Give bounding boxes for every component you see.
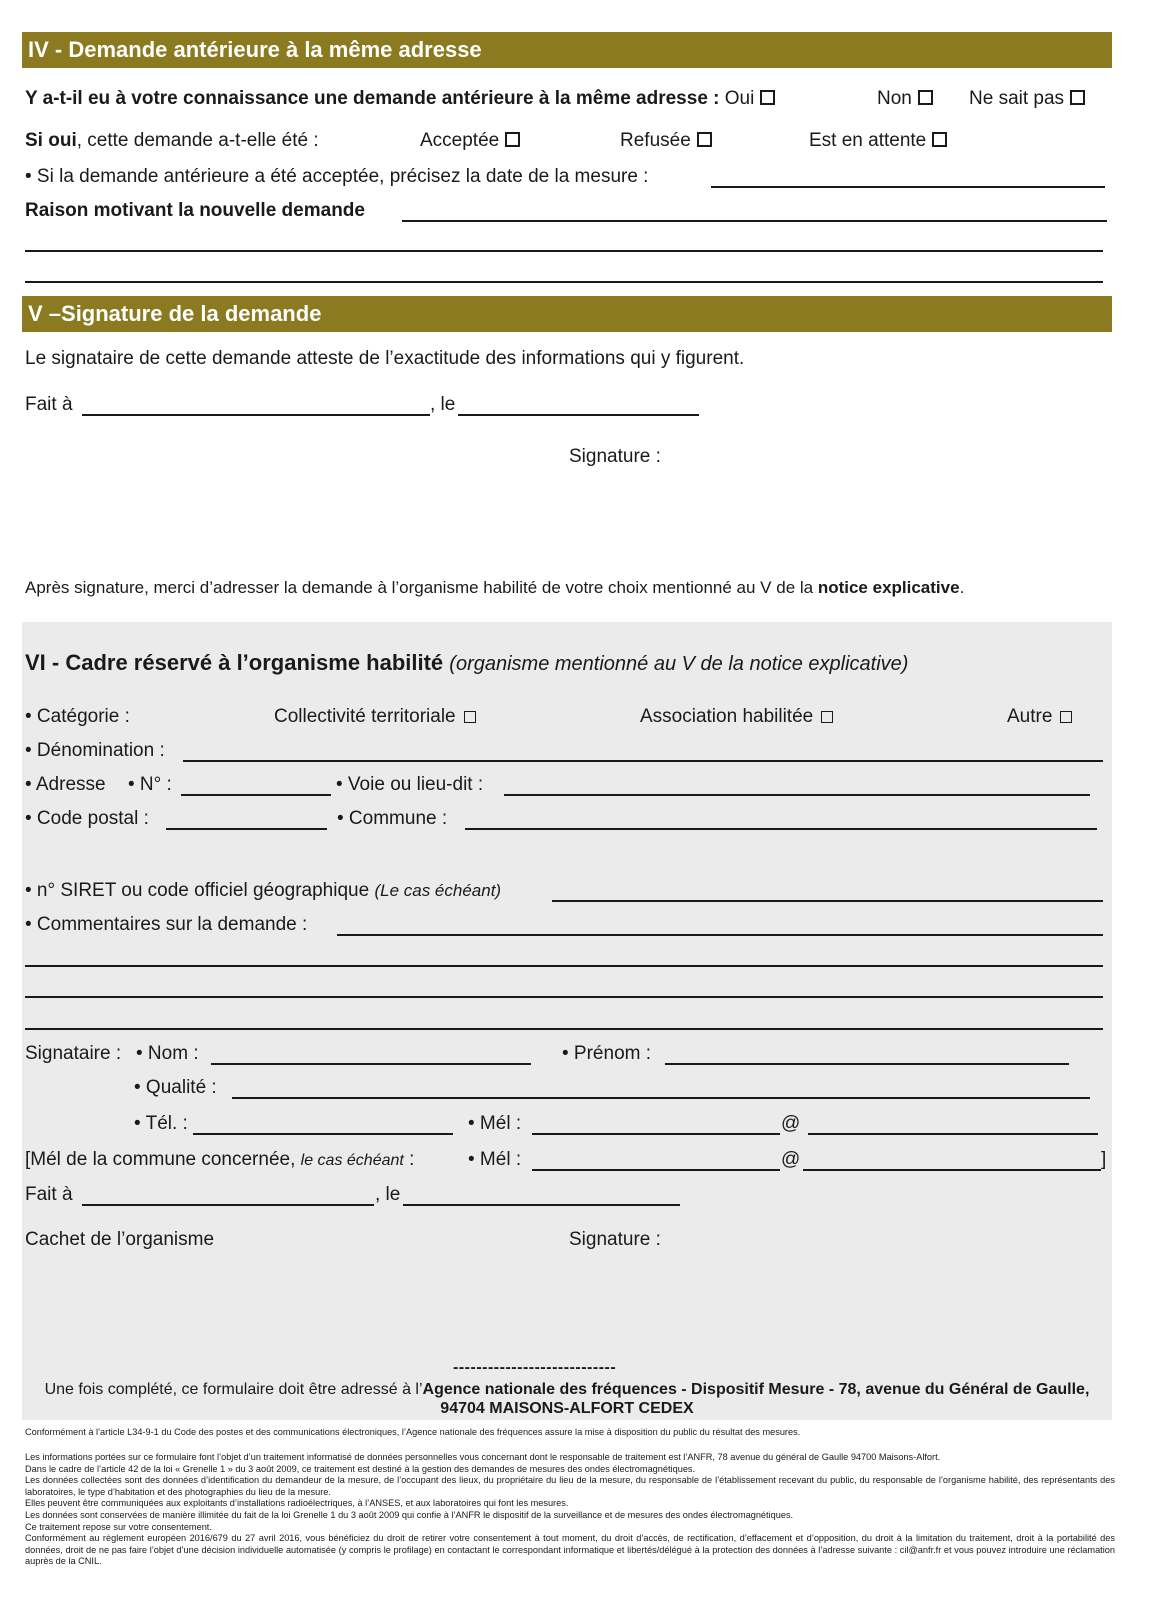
en-attente-label: Est en attente [809, 130, 927, 151]
mel-domain-field[interactable] [808, 1133, 1098, 1135]
numero-label: • N° : [128, 774, 172, 795]
date-question: • Si la demande antérieure a été acceptée, précisez la date de la mesure : [25, 166, 649, 187]
option-acceptee [420, 130, 520, 152]
cachet-label: Cachet de l’organisme [25, 1229, 215, 1250]
code-postal-label: • Code postal : [25, 808, 149, 829]
prior-request-question: Y a-t-il eu à votre connaissance une demande antérieure à la même adresse : [25, 88, 720, 109]
footer-start: Une fois complété, ce formulaire doit être adressé à l’ [44, 1381, 423, 1398]
apres-signature-start: Après signature, merci d’adresser la demande à l’organisme habilité de votre choix mentionné au V de la [25, 578, 818, 597]
mel-label: • Mél : [468, 1113, 522, 1134]
legal-p2: Les informations portées sur ce formulaire font l’objet d’un traitement informatisé de données personnelles vous concernant dont le responsable de traitement est l’ANFR, 78 avenue du général de Gaulle 94700 Maisons-Alfort. [25, 1452, 941, 1462]
legal-p6: Les données sont conservées de manière illimitée du fait de la loi Grenelle 1 du 3 août 2009 qui confie à l’ANFR le dispositif de la surveillance et de mesures des ondes électromagnétiques. [25, 1509, 794, 1520]
commentaires-field-line-1[interactable] [337, 934, 1103, 936]
code-postal-field[interactable] [166, 828, 327, 830]
footer-address-line-2: 94704 MAISONS-ALFORT CEDEX [440, 1400, 694, 1417]
en-attente-checkbox[interactable] [932, 132, 947, 147]
si-oui-rest: , cette demande a-t-elle été : [76, 130, 319, 151]
section-4-header: IV - Demande antérieure à la même adresse [22, 32, 1112, 68]
mel-commune-domain-field[interactable] [803, 1169, 1101, 1171]
footer-agency: Agence nationale des fréquences - Dispositif Mesure - 78, avenue du Général de Gaulle, [422, 1381, 1090, 1398]
prior-request-question-row [25, 88, 775, 110]
tel-label: • Tél. : [134, 1113, 188, 1134]
qualite-label: • Qualité : [134, 1077, 217, 1098]
numero-field[interactable] [181, 794, 331, 796]
prenom-field[interactable] [665, 1063, 1069, 1065]
mel-commune-user-field[interactable] [532, 1169, 780, 1171]
option-ne-sait-pas [969, 88, 1085, 110]
legal-p3: Dans le cadre de l’article 42 de la loi « Grenelle 1 » du 3 août 2009, ce traitement est destiné à la gestion des demandes de mesures des ondes électromagnétiques. [25, 1463, 696, 1474]
si-oui-label [25, 130, 319, 152]
siret-field[interactable] [552, 900, 1103, 902]
dashes-separator: ---------------------------- [453, 1359, 617, 1376]
option-non [877, 88, 933, 110]
cat-collectivite-label: Collectivité territoriale [274, 706, 456, 727]
signature-label: Signature : [569, 446, 661, 467]
acceptee-checkbox[interactable] [505, 132, 520, 147]
adresse-label: • Adresse [25, 774, 106, 795]
at-sign: @ [781, 1113, 801, 1134]
commune-field[interactable] [465, 828, 1097, 830]
siret-note: (Le cas échéant) [374, 881, 502, 900]
nom-field[interactable] [211, 1063, 531, 1065]
cat-association [640, 706, 833, 728]
categorie-label: • Catégorie : [25, 706, 130, 727]
raison-field-line-3[interactable] [25, 281, 1103, 283]
cat-autre [1007, 706, 1072, 728]
legal-p4: Les données collectées sont des données d’identification du demandeur de la mesure, de l’occupant des lieux, du propriétaire du lieu de la mesure, du responsable de l’établissement recevant du public, du responsable de l’organisme habilité, des représentants des laboratoires, le type d’habitation et des photographies du lieu de la mesure. [25, 1475, 1115, 1497]
legal-p8: Conformément au règlement européen 2016/679 du 27 avril 2016, vous bénéficiez du droit de retirer votre consentement à tout moment, du droit d’accès, de rectification, d’effacement et d’opposition, du droit à la limitation du traitement, droit à la portabilité des données, droit de ne pas faire l’objet d’une décision individuelle automatisée (y compris le profilage) en contactant le correspondant informatique et libertés/délégué à la protection des données à l’adresse suivante : cil@anfr.fr et vous pouvez introduire une réclamation auprès de la CNIL. [25, 1533, 1115, 1567]
le-label-2: , le [375, 1184, 401, 1205]
commune-label: • Commune : [337, 808, 448, 829]
mel-commune-label: [Mél de la commune concernée, [25, 1149, 296, 1170]
si-oui-bold: Si oui [25, 130, 77, 151]
notice-explicative-link: notice explicative [817, 578, 960, 597]
denomination-label: • Dénomination : [25, 740, 165, 761]
fait-a-label-2: Fait à [25, 1184, 73, 1205]
voie-field[interactable] [504, 794, 1090, 796]
apres-signature-text [25, 578, 964, 598]
date-mesure-field[interactable] [711, 186, 1105, 188]
cat-autre-label: Autre [1007, 706, 1053, 727]
cat-association-label: Association habilitée [640, 706, 814, 727]
mel-commune-note: le cas échéant [300, 1152, 404, 1169]
apres-signature-end: . [959, 578, 965, 597]
le-label: , le [430, 394, 456, 415]
option-nsp-label: Ne sait pas [969, 88, 1065, 109]
section-5-header: V –Signature de la demande [22, 296, 1112, 332]
section-6-title [25, 650, 908, 676]
prenom-label: • Prénom : [562, 1043, 652, 1064]
date-field[interactable] [458, 414, 699, 416]
autre-checkbox[interactable] [1060, 711, 1072, 723]
commentaires-field-line-3[interactable] [25, 996, 1103, 998]
signature-label-2: Signature : [569, 1229, 661, 1250]
raison-field-line-1[interactable] [402, 220, 1107, 222]
section-6-title-main: VI - Cadre réservé à l’organisme habilité [25, 650, 444, 675]
tel-field[interactable] [193, 1133, 453, 1135]
raison-label: Raison motivant la nouvelle demande [25, 200, 365, 221]
commentaires-label: • Commentaires sur la demande : [25, 914, 308, 935]
section-6-box [22, 622, 1112, 1420]
mel-commune-mel-label: • Mél : [468, 1149, 522, 1170]
signataire-label: Signataire : [25, 1043, 122, 1064]
section-6-title-note: (organisme mentionné au V de la notice explicative) [449, 653, 909, 675]
commentaires-field-line-4[interactable] [25, 1028, 1103, 1030]
legal-p1: Conformément à l’article L34-9-1 du Code des postes et des communications électroniques, l’Agence nationale des fréquences assure la mise à disposition du public du résultat des mesures. [25, 1427, 801, 1437]
cat-collectivite [274, 706, 476, 728]
legal-p5: Elles peuvent être communiquées aux exploitants d’installations radioélectriques, à l’ANSES, et aux laboratoires qui font les mesures. [25, 1498, 569, 1509]
qualite-field[interactable] [232, 1097, 1090, 1099]
siret-label: • n° SIRET ou code officiel géographique [25, 880, 370, 901]
fait-a-field-2[interactable] [82, 1204, 374, 1206]
legal-notice-block [25, 1452, 1115, 1568]
non-checkbox[interactable] [918, 90, 933, 105]
nom-label: • Nom : [136, 1043, 199, 1064]
refusee-checkbox[interactable] [697, 132, 712, 147]
option-en-attente [809, 130, 947, 152]
commentaires-field-line-2[interactable] [25, 965, 1103, 967]
option-refusee [620, 130, 712, 152]
denomination-field[interactable] [183, 760, 1103, 762]
collectivite-checkbox[interactable] [464, 711, 476, 723]
raison-field-line-2[interactable] [25, 250, 1103, 252]
ne-sait-pas-checkbox[interactable] [1070, 90, 1085, 105]
legal-p7: Ce traitement repose sur votre consentement. [25, 1521, 212, 1532]
mel-user-field[interactable] [532, 1133, 780, 1135]
association-checkbox[interactable] [821, 711, 833, 723]
fait-a-label: Fait à [25, 394, 73, 415]
mel-commune-colon: : [409, 1149, 415, 1170]
siret-row [25, 880, 501, 902]
option-non-label: Non [877, 88, 912, 109]
refusee-label: Refusée [620, 130, 691, 151]
attestation-text: Le signataire de cette demande atteste de l’exactitude des informations qui y figurent. [25, 348, 745, 369]
oui-checkbox[interactable] [760, 90, 775, 105]
at-sign-2: @ [781, 1149, 801, 1170]
bracket-close: ] [1101, 1149, 1107, 1170]
fait-a-field[interactable] [82, 414, 430, 416]
footer-address-line-1 [22, 1381, 1112, 1399]
legal-paragraph-1 [25, 1427, 1115, 1439]
date-field-2[interactable] [403, 1204, 680, 1206]
mel-commune-row [25, 1149, 414, 1171]
option-oui-label: Oui [724, 88, 755, 109]
acceptee-label: Acceptée [420, 130, 500, 151]
voie-label: • Voie ou lieu-dit : [336, 774, 484, 795]
